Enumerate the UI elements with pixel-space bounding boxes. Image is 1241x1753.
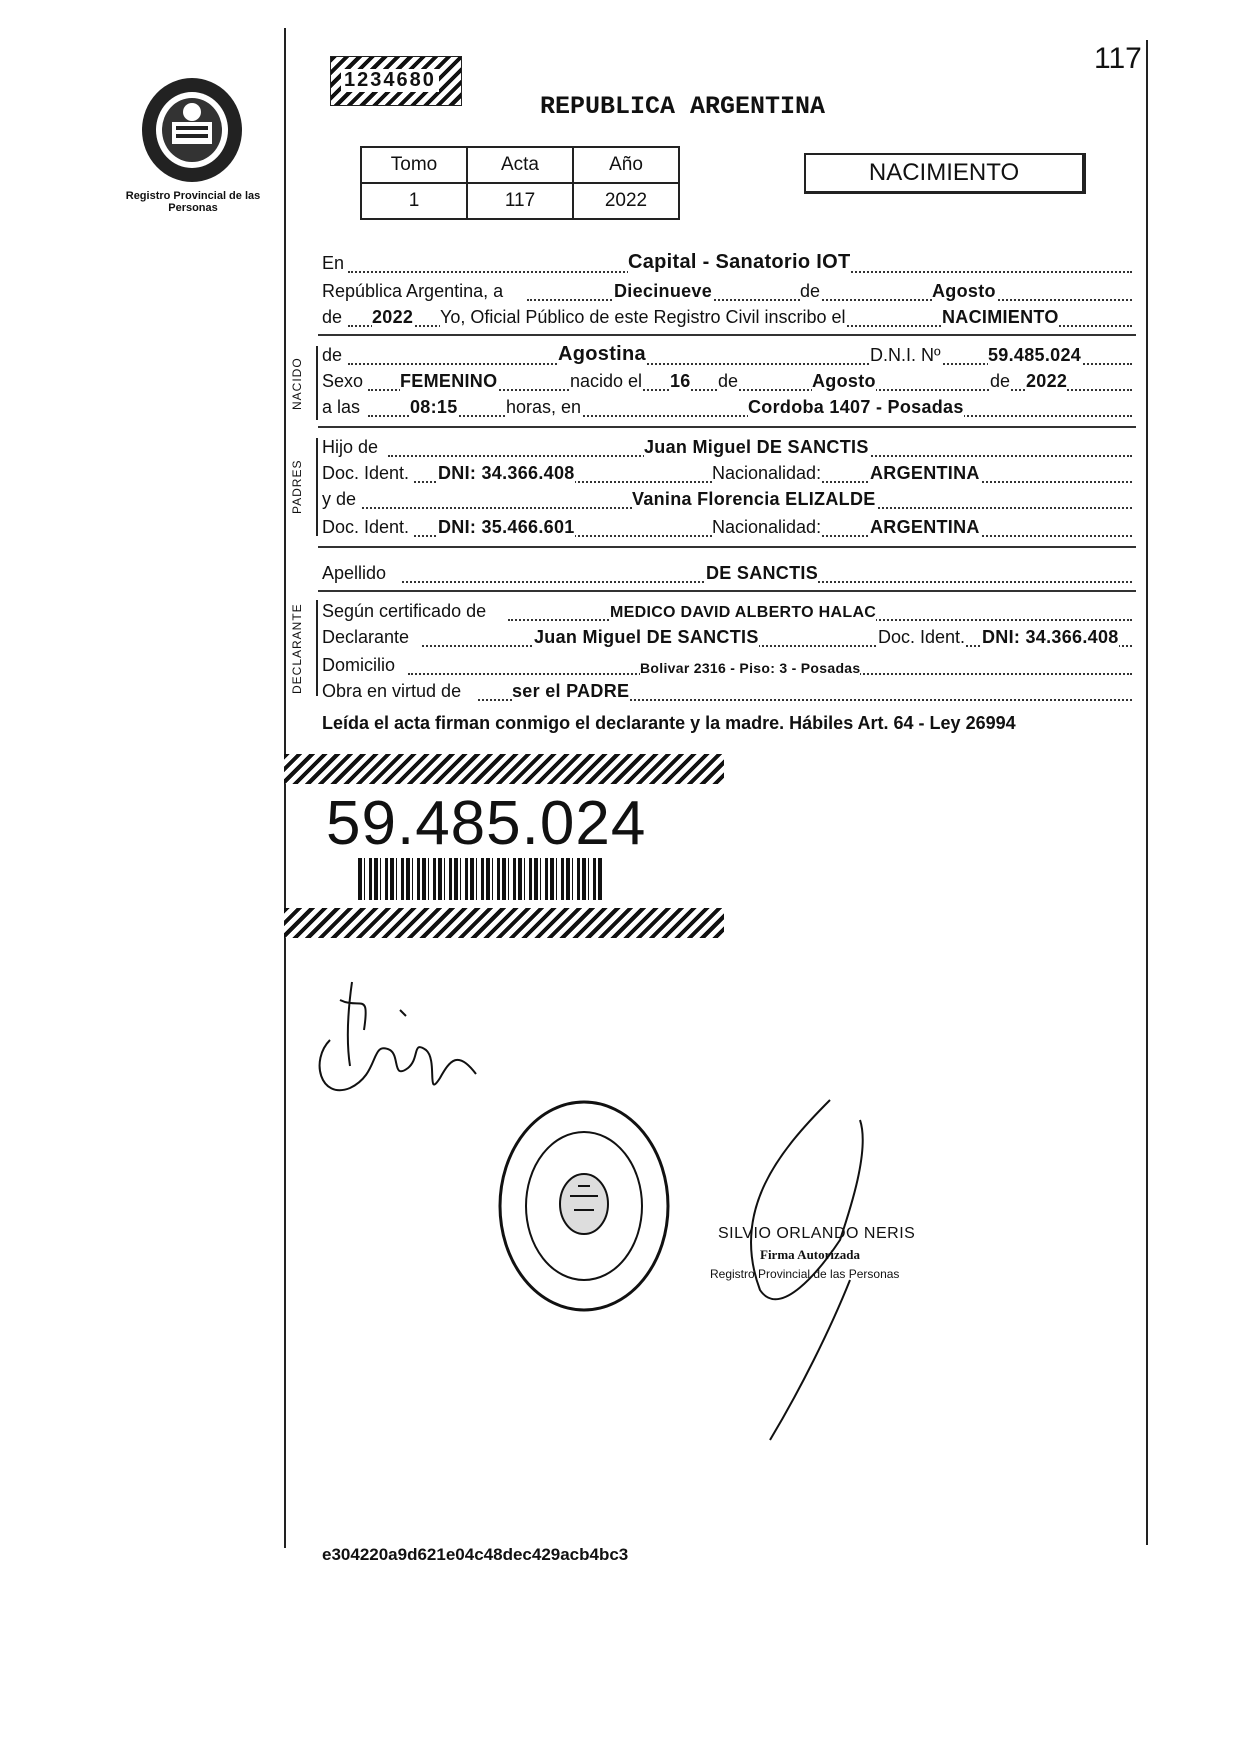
row-en xyxy=(322,250,1132,276)
en-value: Capital - Sanatorio IOT xyxy=(628,251,851,273)
row-domicilio xyxy=(322,652,1132,678)
sexo-value: FEMENINO xyxy=(400,371,498,391)
acta-value: 117 xyxy=(467,183,573,219)
day-words: Diecinueve xyxy=(614,281,713,301)
birth-day: 16 xyxy=(670,371,691,391)
ano-header: Año xyxy=(573,147,679,183)
domicilio-label: Domicilio xyxy=(322,655,396,675)
oficial-text: Yo, Oficial Público de este Registro Civil inscribo el xyxy=(440,307,846,327)
official-org: Registro Provincial de las Personas xyxy=(710,1267,900,1281)
sexo-label: Sexo xyxy=(322,371,364,391)
nacionalidad-label: Nacionalidad: xyxy=(712,517,822,537)
separator xyxy=(318,426,1136,428)
serial-stamp: 1234680 xyxy=(330,56,462,106)
de-label: de xyxy=(718,371,739,391)
apellido-value: DE SANCTIS xyxy=(706,563,819,583)
birth-year: 2022 xyxy=(1026,371,1068,391)
declarante-doc: DNI: 34.366.408 xyxy=(982,627,1119,647)
security-band-bottom xyxy=(284,908,724,938)
de2-label: de xyxy=(322,307,343,327)
row-hijo xyxy=(322,434,1132,460)
barcode xyxy=(358,858,602,900)
certificado-label: Según certificado de xyxy=(322,601,487,621)
official-title: Firma Autorizada xyxy=(760,1247,861,1262)
page-number: 117 xyxy=(1094,42,1142,75)
row-ydee xyxy=(322,486,1132,512)
barcode-number: 59.485.024 xyxy=(326,789,647,858)
apellido-label: Apellido xyxy=(322,563,387,583)
mother-name: Vanina Florencia ELIZALDE xyxy=(632,489,876,509)
doc-label: Doc. Ident. xyxy=(322,463,410,483)
doc-label: Doc. Ident. xyxy=(322,517,410,537)
mother-doc: DNI: 35.466.601 xyxy=(438,517,575,537)
section-bracket xyxy=(316,600,318,696)
obra-value: ser el PADRE xyxy=(512,681,630,701)
birth-month: Agosto xyxy=(812,371,876,391)
row-mother-doc xyxy=(322,514,1132,540)
row-declarante xyxy=(322,624,1132,650)
official-name: SILVIO ORLANDO NERIS xyxy=(718,1225,916,1242)
security-band-top xyxy=(284,754,724,784)
row-father-doc xyxy=(322,460,1132,486)
row-obra xyxy=(322,678,1132,704)
nacido-label: nacido el xyxy=(570,371,643,391)
row-apellido xyxy=(322,560,1132,586)
acta-header: Acta xyxy=(467,147,573,183)
a-las-label: a las xyxy=(322,397,361,417)
certificado-value: MEDICO DAVID ALBERTO HALAC xyxy=(610,604,877,621)
tomo-header: Tomo xyxy=(361,147,467,183)
closing-text: Leída el acta firman conmigo el declarante y la madre. Hábiles Art. 64 - Ley 26994 xyxy=(322,713,1016,733)
nacionalidad-label: Nacionalidad: xyxy=(712,463,822,483)
obra-label: Obra en virtud de xyxy=(322,681,462,701)
separator xyxy=(318,334,1136,336)
logo-caption: Registro Provincial de las Personas xyxy=(125,190,261,214)
father-doc: DNI: 34.366.408 xyxy=(438,463,575,483)
declarante-section-label: DECLARANTE xyxy=(290,603,304,694)
padres-section-label: PADRES xyxy=(290,459,304,514)
separator xyxy=(318,546,1136,548)
tomo-value: 1 xyxy=(361,183,467,219)
declarante-label: Declarante xyxy=(322,627,410,647)
declarant-signature xyxy=(300,970,500,1135)
coat-of-arms-icon xyxy=(136,72,248,184)
horas-label: horas, en xyxy=(506,397,582,417)
signature-icon xyxy=(300,970,500,1130)
ano-value: 2022 xyxy=(573,183,679,219)
month-value: Agosto xyxy=(932,281,996,301)
child-name: Agostina xyxy=(558,343,646,365)
section-bracket xyxy=(316,438,318,536)
mother-nationality: ARGENTINA xyxy=(870,517,980,537)
birth-time: 08:15 xyxy=(410,397,458,417)
margin-line-right xyxy=(1146,40,1148,1545)
en-label: En xyxy=(322,253,345,273)
year-value: 2022 xyxy=(372,307,414,327)
dni-label: D.N.I. Nº xyxy=(870,345,941,365)
row-sexo xyxy=(322,368,1132,394)
republica-label: República Argentina, a xyxy=(322,281,504,301)
section-bracket xyxy=(316,346,318,420)
document-hash: e304220a9d621e04c48dec429acb4bc3 xyxy=(322,1545,629,1564)
country-title: REPUBLICA ARGENTINA xyxy=(540,92,826,121)
father-nationality: ARGENTINA xyxy=(870,463,980,483)
de-label: de xyxy=(800,281,821,301)
row-oficial xyxy=(322,304,1132,330)
row-nacido-name xyxy=(322,342,1132,368)
margin-line-left xyxy=(284,28,286,1548)
registry-seal xyxy=(494,1096,674,1316)
nacido-section-label: NACIDO xyxy=(290,357,304,410)
seal-icon xyxy=(494,1096,674,1316)
de-label: de xyxy=(322,345,343,365)
row-hora xyxy=(322,394,1132,420)
document-type-box: NACIMIENTO xyxy=(804,153,1086,194)
separator xyxy=(318,590,1136,592)
father-name: Juan Miguel DE SANCTIS xyxy=(644,437,869,457)
row-certificado xyxy=(322,598,1132,624)
provincial-logo xyxy=(136,72,248,184)
inscribo-value: NACIMIENTO xyxy=(942,307,1059,327)
domicilio-value: Bolivar 2316 - Piso: 3 - Posadas xyxy=(640,660,861,676)
birth-place: Cordoba 1407 - Posadas xyxy=(748,397,964,417)
de-label: de xyxy=(990,371,1011,391)
tomo-acta-ano-table xyxy=(360,146,680,220)
hijo-label: Hijo de xyxy=(322,437,379,457)
yde-label: y de xyxy=(322,489,357,509)
declarante-value: Juan Miguel DE SANCTIS xyxy=(534,627,759,647)
row-republica xyxy=(322,278,1132,304)
child-dni: 59.485.024 xyxy=(988,345,1082,365)
doc-label: Doc. Ident. xyxy=(878,627,966,647)
